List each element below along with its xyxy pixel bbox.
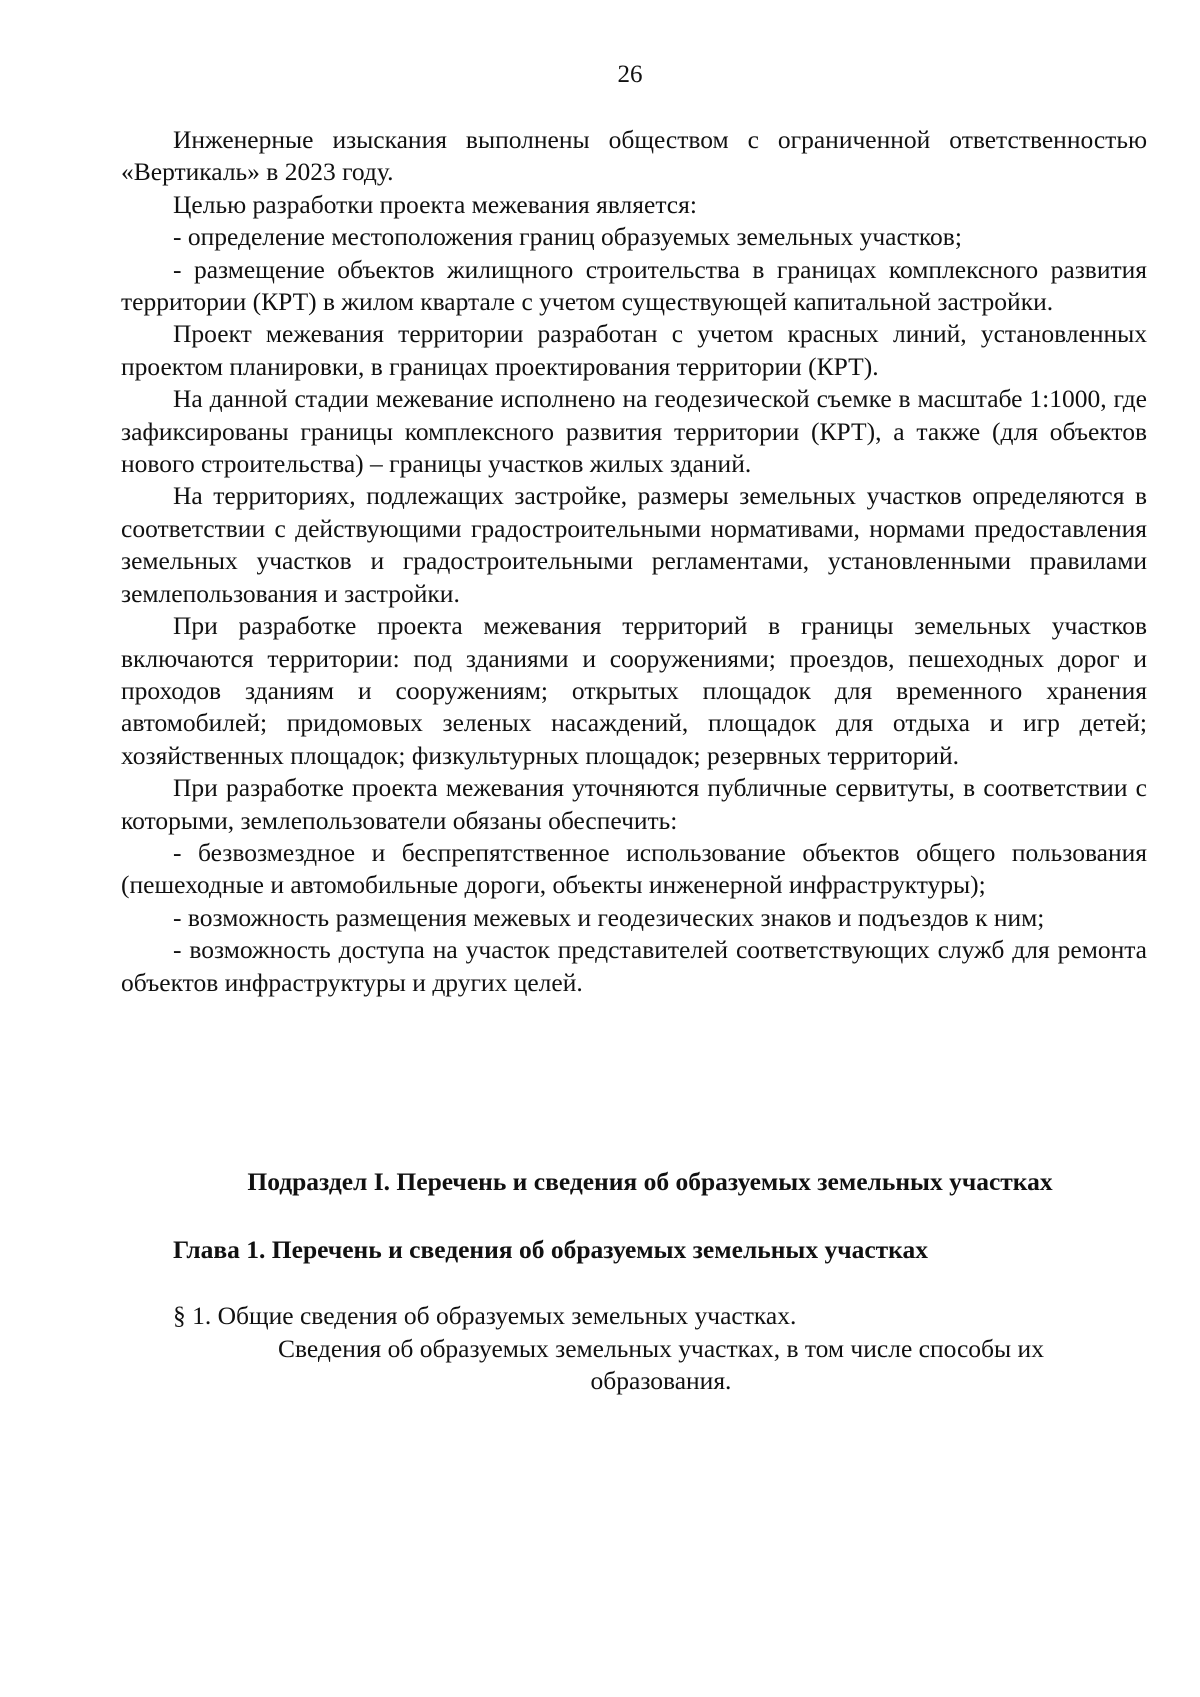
paragraph: При разработке проекта межевания территорий в границы земельных участков включаются территории: под зданиями и сооружениями; проездов, пешеходных дорог и проходов зданиям и сооружениям; открытых площадок для временного хранения автомобилей; придомовых зеленых насаждений, площадок для отдыха и игр детей; хозяйственных площадок; физкультурных площадок; резервных территорий. (121, 611, 1147, 770)
list-item: - размещение объектов жилищного строительства в границах комплексного развития территории (КРТ) в жилом квартале с учетом существующей капитальной застройки. (121, 254, 1147, 317)
page-number: 26 (617, 61, 643, 88)
paragraph: Инженерные изыскания выполнены обществом с ограниченной ответственностью «Вертикаль» в 2023 году. (121, 125, 1147, 187)
section-description: Сведения об образуемых земельных участках, в том числе способы их образования. (278, 1334, 1044, 1396)
paragraph: Целью разработки проекта межевания является: (173, 189, 697, 219)
list-item: - определение местоположения границ образуемых земельных участков; (173, 222, 962, 252)
list-item: - безвозмездное и беспрепятственное использование объектов общего пользования (пешеходные и автомобильные дороги, объекты инженерной инфраструктуры); (121, 837, 1147, 900)
chapter-heading: Глава 1. Перечень и сведения об образуемых земельных участках (173, 1235, 928, 1264)
list-item: - возможность доступа на участок представителей соответствующих служб для ремонта объектов инфраструктуры и других целей. (121, 935, 1147, 997)
paragraph: Проект межевания территории разработан с учетом красных линий, установленных проектом планировки, в границах проектирования территории (КРТ). (121, 319, 1147, 381)
paragraph: На данной стадии межевание исполнено на геодезической съемке в масштабе 1:1000, где зафиксированы границы комплексного развития территории (КРТ), а также (для объектов нового строительства) – границы участков жилых зданий. (121, 384, 1147, 479)
body-text (121, 124, 1147, 999)
paragraph: При разработке проекта межевания уточняются публичные сервитуты, в соответствии с которыми, землепользователи обязаны обеспечить: (121, 773, 1147, 835)
list-item: - возможность размещения межевых и геодезических знаков и подъездов к ним; (173, 902, 1045, 932)
section-title: § 1. Общие сведения об образуемых земельных участках. (173, 1301, 797, 1330)
subsection-heading: Подраздел I. Перечень и сведения об образуемых земельных участках (247, 1167, 1053, 1196)
paragraph: На территориях, подлежащих застройке, размеры земельных участков определяются в соответствии с действующими градостроительными нормативами, нормами предоставления земельных участков и градостроительными регламентами, установленными правилами землепользования и застройки. (121, 481, 1147, 608)
